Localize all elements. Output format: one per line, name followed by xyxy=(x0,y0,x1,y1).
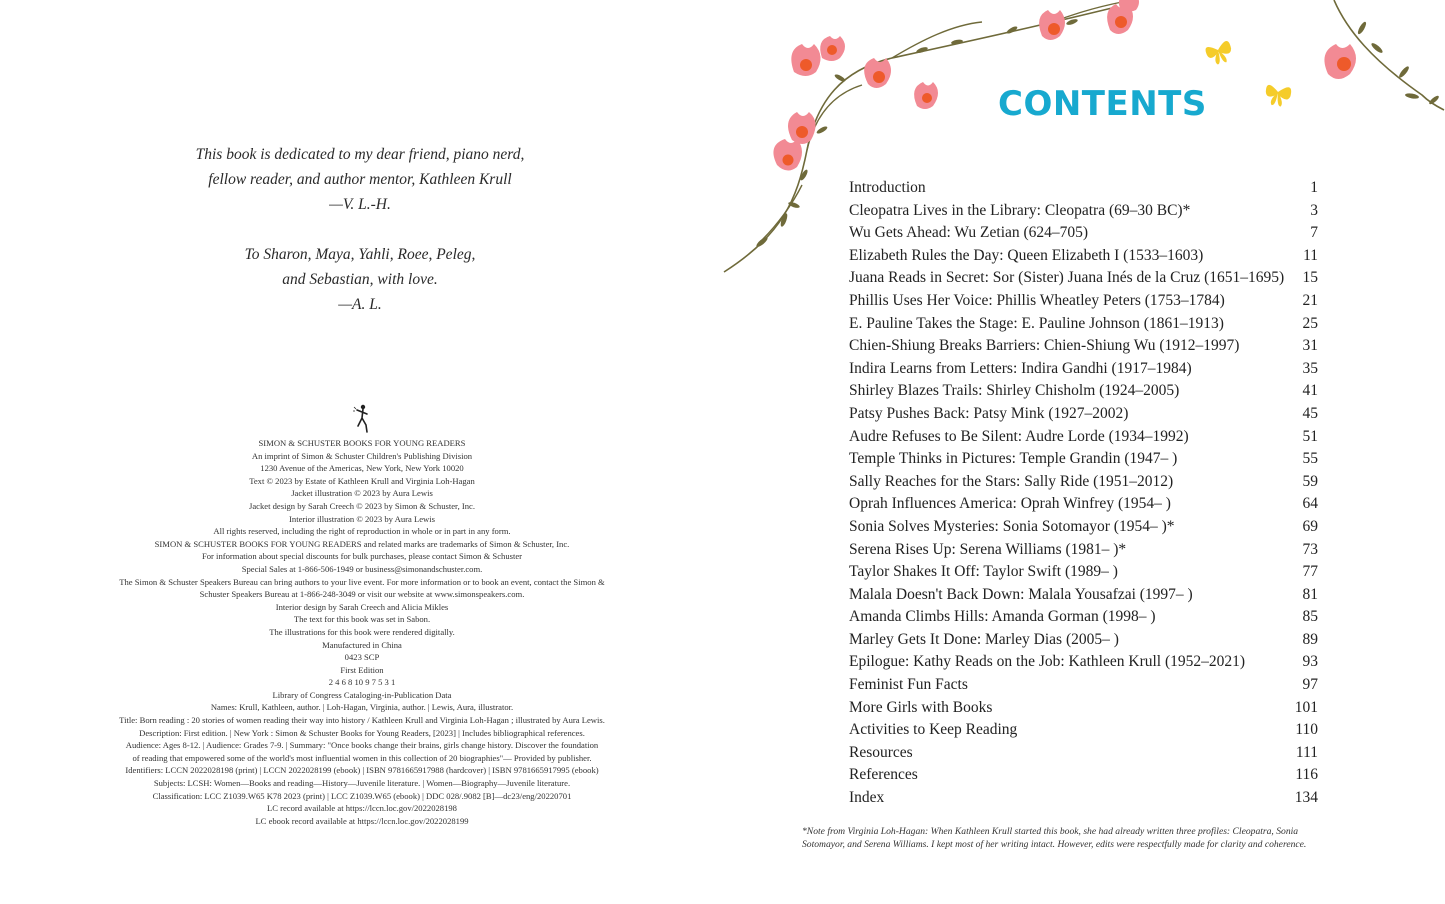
copyright-line: The illustrations for this book were rendered digitally. xyxy=(269,626,455,637)
toc-page-number: 7 xyxy=(1310,224,1318,242)
copyright-line: Library of Congress Cataloging-in-Publication Data xyxy=(272,689,452,700)
copyright-line: 0423 SCP xyxy=(344,652,380,663)
toc-page-number: 73 xyxy=(1302,540,1318,558)
toc-entry-title: Oprah Influences America: Oprah Winfrey (1954– ) xyxy=(849,495,1171,513)
toc-page-number: 101 xyxy=(1294,698,1318,716)
flower-icon xyxy=(788,112,816,144)
copyright-line: First Edition xyxy=(340,664,384,675)
copyright-line: SIMON & SCHUSTER BOOKS FOR YOUNG READERS and related marks are trademarks of Simon & Schuster, Inc. xyxy=(154,538,570,549)
flower-icon xyxy=(773,139,802,171)
copyright-line: All rights reserved, including the right of reproduction in whole or in part in any form. xyxy=(213,526,511,537)
toc-page-number: 81 xyxy=(1302,585,1318,603)
toc-entry[interactable] xyxy=(849,764,1318,787)
toc-page-number: 51 xyxy=(1302,427,1318,445)
toc-page-number: 93 xyxy=(1302,653,1318,671)
footnote-line: *Note from Virginia Loh-Hagan: When Kathleen Krull started this book, she had already written three profiles: Cleopatra, Sonia xyxy=(802,826,1299,837)
copyright-line: Jacket design by Sarah Creech © 2023 by Simon & Schuster, Inc. xyxy=(249,500,475,511)
toc-entry[interactable] xyxy=(849,719,1318,742)
copyright-line: LC record available at https://lccn.loc.gov/2022028198 xyxy=(267,803,457,814)
toc-entry[interactable] xyxy=(849,561,1318,584)
copyright-line: of reading that empowered some of the world's most influential women in this collection of 20 biographies"— Provided by publisher. xyxy=(132,752,592,763)
toc-page-number: 59 xyxy=(1302,472,1318,490)
toc-entry[interactable] xyxy=(849,516,1318,539)
toc-entry[interactable] xyxy=(849,493,1318,516)
toc-entry-title: Epilogue: Kathy Reads on the Job: Kathleen Krull (1952–2021) xyxy=(849,653,1246,671)
footnote xyxy=(802,825,1392,851)
toc-page-number: 55 xyxy=(1302,450,1318,468)
toc-page-number: 15 xyxy=(1302,269,1318,287)
copyright-line: Names: Krull, Kathleen, author. | Loh-Hagan, Virginia, author. | Lewis, Aura, illustrator. xyxy=(210,702,514,713)
toc-entry-title: Marley Gets It Done: Marley Dias (2005– ) xyxy=(849,630,1119,648)
toc-entry-title: Cleopatra Lives in the Library: Cleopatra (69–30 BC)* xyxy=(849,201,1191,219)
toc-entry[interactable] xyxy=(849,426,1318,449)
left-page xyxy=(0,0,722,904)
copyright-line: Schuster Speakers Bureau at 1-866-248-3049 or visit our website at www.simonspeakers.com. xyxy=(199,589,525,600)
toc-entry[interactable] xyxy=(849,358,1318,381)
toc-entry-title: Juana Reads in Secret: Sor (Sister) Juana Inés de la Cruz (1651–1695) xyxy=(849,269,1285,287)
toc-entry-title: Elizabeth Rules the Day: Queen Elizabeth I (1533–1603) xyxy=(849,246,1204,264)
flower-icon xyxy=(914,82,938,109)
toc-page-number: 134 xyxy=(1294,789,1318,807)
toc-entry-title: Index xyxy=(849,789,885,807)
toc-entry-title: References xyxy=(849,766,918,784)
toc-entry[interactable] xyxy=(849,222,1318,245)
dedication-line: and Sebastian, with love. xyxy=(282,271,438,288)
toc-entry[interactable] xyxy=(849,651,1318,674)
copyright-line: For information about special discounts for bulk purchases, please contact Simon & Schuster xyxy=(201,551,523,562)
toc-page-number: 77 xyxy=(1302,563,1318,581)
copyright-line: Description: First edition. | New York : Simon & Schuster Books for Young Readers, [2023] | Includes bibliographical references. xyxy=(139,727,585,738)
right-page xyxy=(722,0,1445,904)
copyright-block xyxy=(60,437,664,827)
copyright-line: 2 4 6 8 10 9 7 5 3 1 xyxy=(328,677,396,688)
copyright-line: Classification: LCC Z1039.W65 K78 2023 (print) | LCC Z1039.W65 (ebook) | DDC 028/.9082 [B]—dc23/eng/20220701 xyxy=(152,790,572,801)
toc-entry-title: Introduction xyxy=(849,179,926,196)
toc-page-number: 41 xyxy=(1302,382,1318,400)
copyright-line: Special Sales at 1-866-506-1949 or business@simonandschuster.com. xyxy=(241,563,483,574)
stem xyxy=(892,22,982,58)
toc-entry-title: Amanda Climbs Hills: Amanda Gorman (1998– ) xyxy=(849,608,1156,626)
toc-entry[interactable] xyxy=(849,200,1318,223)
toc-page-number: 116 xyxy=(1295,766,1318,784)
toc-page-number: 89 xyxy=(1302,630,1318,648)
footnote-line: Sotomayor, and Serena Williams. I kept most of her writing intact. However, edits were respectfully made for clarity and coherence. xyxy=(802,839,1307,850)
toc-entry-title: Malala Doesn't Back Down: Malala Yousafzai (1997– ) xyxy=(849,585,1193,603)
flower-icon xyxy=(864,58,891,88)
toc-entry-title: Audre Refuses to Be Silent: Audre Lorde (1934–1992) xyxy=(849,427,1189,445)
flower-icon xyxy=(1324,44,1356,79)
toc-entry-title: E. Pauline Takes the Stage: E. Pauline Johnson (1861–1913) xyxy=(849,314,1224,332)
toc-page-number: 3 xyxy=(1310,201,1318,219)
toc-entry-title: Sally Reaches for the Stars: Sally Ride (1951–2012) xyxy=(849,472,1174,490)
dedication-signature: —V. L.-H. xyxy=(329,196,391,213)
dedication-line: This book is dedicated to my dear friend, piano nerd, xyxy=(195,146,525,163)
toc-entry-title: Phillis Uses Her Voice: Phillis Wheatley Peters (1753–1784) xyxy=(849,291,1225,309)
flower-icon xyxy=(1039,10,1065,40)
toc-entry[interactable] xyxy=(849,177,1318,200)
toc-entry[interactable] xyxy=(849,584,1318,607)
copyright-line: Interior illustration © 2023 by Aura Lewis xyxy=(289,513,435,524)
toc-entry-title: Temple Thinks in Pictures: Temple Grandin (1947– ) xyxy=(849,450,1178,468)
toc-entry-title: Resources xyxy=(849,743,913,761)
toc-entry-title: Serena Rises Up: Serena Williams (1981– )* xyxy=(849,540,1127,558)
toc-entry-title: Chien-Shiung Breaks Barriers: Chien-Shiung Wu (1912–1997) xyxy=(849,337,1240,355)
flower-icon xyxy=(791,44,820,76)
toc-entry-title: Indira Learns from Letters: Indira Gandhi (1917–1984) xyxy=(849,359,1192,377)
sower-logo-icon xyxy=(352,404,372,434)
copyright-line: SIMON & SCHUSTER BOOKS FOR YOUNG READERS xyxy=(258,438,466,448)
copyright-line: Interior design by Sarah Creech and Alicia Mikles xyxy=(275,601,449,612)
toc-entry[interactable] xyxy=(849,290,1318,313)
toc-entry[interactable] xyxy=(849,403,1318,426)
toc-entry[interactable] xyxy=(849,380,1318,403)
toc-entry-title: Taylor Shakes It Off: Taylor Swift (1989– ) xyxy=(849,563,1118,581)
toc-entry[interactable] xyxy=(849,448,1318,471)
copyright-line: 1230 Avenue of the Americas, New York, New York 10020 xyxy=(260,463,464,474)
toc-page-number: 85 xyxy=(1302,608,1318,626)
toc-page-number: 31 xyxy=(1302,337,1318,355)
toc-entry[interactable] xyxy=(849,335,1318,358)
copyright-line: Text © 2023 by Estate of Kathleen Krull and Virginia Loh-Hagan xyxy=(249,475,475,486)
toc-page-number: 111 xyxy=(1295,743,1318,761)
toc-page-number: 25 xyxy=(1302,314,1318,332)
toc-entry-title: Feminist Fun Facts xyxy=(849,676,968,694)
butterfly-icon xyxy=(1204,40,1234,66)
toc-page-number: 11 xyxy=(1303,246,1318,264)
copyright-line: The Simon & Schuster Speakers Bureau can bring authors to your live event. For more information or to book an event, contact the Simon & xyxy=(119,576,605,587)
dedication xyxy=(120,142,600,342)
toc-entry[interactable] xyxy=(849,697,1318,720)
dedication-line: fellow reader, and author mentor, Kathleen Krull xyxy=(208,171,512,188)
toc-entry[interactable] xyxy=(849,313,1318,336)
toc-page-number: 21 xyxy=(1302,291,1318,309)
toc-page-number: 45 xyxy=(1302,404,1318,422)
dedication-line: To Sharon, Maya, Yahli, Roee, Peleg, xyxy=(244,246,476,263)
dedication-block-2 xyxy=(120,242,600,317)
copyright-line: The text for this book was set in Sabon. xyxy=(293,614,431,625)
copyright-line: Jacket illustration © 2023 by Aura Lewis xyxy=(291,488,433,499)
copyright-line: Title: Born reading : 20 stories of women reading their way into history / Kathleen Krull and Virginia Loh-Hagan ; illustrated by Aura Lewis. xyxy=(119,715,605,726)
table-of-contents xyxy=(849,177,1318,810)
toc-entry[interactable] xyxy=(849,629,1318,652)
toc-entry[interactable] xyxy=(849,674,1318,697)
toc-entry[interactable] xyxy=(849,245,1318,268)
toc-entry-title: Sonia Solves Mysteries: Sonia Sotomayor (1954– )* xyxy=(849,517,1175,535)
copyright-line: Manufactured in China xyxy=(322,639,402,650)
butterfly-icon xyxy=(1264,83,1292,108)
toc-entry[interactable] xyxy=(849,742,1318,765)
copyright-line: An imprint of Simon & Schuster Children's Publishing Division xyxy=(251,450,473,461)
toc-entry[interactable] xyxy=(849,539,1318,562)
toc-page-number: 97 xyxy=(1302,676,1318,694)
flower-icon xyxy=(820,36,845,61)
toc-entry-title: Activities to Keep Reading xyxy=(849,721,1018,739)
copyright-line: Identifiers: LCCN 2022028198 (print) | LCCN 2022028199 (ebook) | ISBN 9781665917988 (hardcover) | ISBN 9781665917995 (ebook) xyxy=(125,765,599,776)
copyright-line: LC ebook record available at https://lccn.loc.gov/2022028199 xyxy=(255,815,469,826)
toc-page-number: 110 xyxy=(1295,721,1318,739)
toc-page-number: 1 xyxy=(1310,179,1318,196)
toc-entry[interactable] xyxy=(849,267,1318,290)
dedication-signature: —A. L. xyxy=(338,296,382,313)
toc-page-number: 35 xyxy=(1302,359,1318,377)
dedication-block-1 xyxy=(120,142,600,217)
toc-page-number: 64 xyxy=(1302,495,1318,513)
toc-entry[interactable] xyxy=(849,606,1318,629)
toc-entry-title: Patsy Pushes Back: Patsy Mink (1927–2002) xyxy=(849,404,1129,422)
copyright-line: Audience: Ages 8-12. | Audience: Grades 7-9. | Summary: "Once books change their brains, girls change history. Discover the foundation xyxy=(125,740,599,751)
stem xyxy=(807,85,862,150)
toc-entry-title: Shirley Blazes Trails: Shirley Chisholm (1924–2005) xyxy=(849,382,1180,400)
toc-entry-title: More Girls with Books xyxy=(849,698,993,716)
toc-page-number: 69 xyxy=(1302,517,1318,535)
toc-entry-title: Wu Gets Ahead: Wu Zetian (624–705) xyxy=(849,224,1089,242)
copyright-line: Subjects: LCSH: Women—Books and reading—History—Juvenile literature. | Women—Biography—Juvenile literature. xyxy=(153,778,571,789)
stem xyxy=(762,185,802,240)
toc-entry[interactable] xyxy=(849,471,1318,494)
toc-entry[interactable] xyxy=(849,787,1318,810)
page-title: CONTENTS xyxy=(998,84,1207,124)
